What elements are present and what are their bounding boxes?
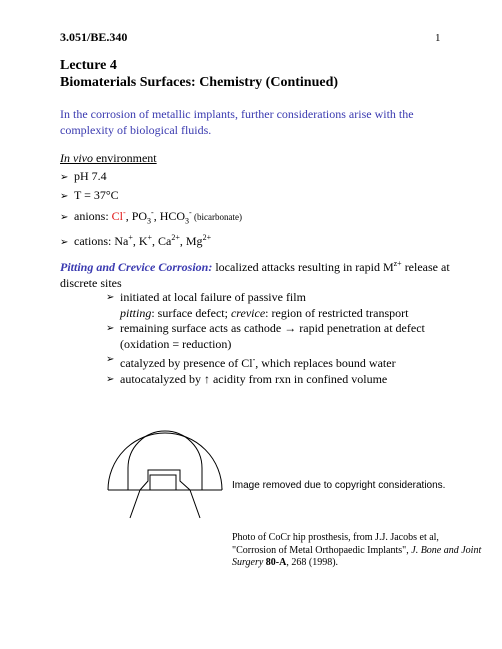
lecture-title: Biomaterials Surfaces: Chemistry (Continued)	[60, 75, 339, 90]
pitting-list	[106, 290, 451, 387]
arrow-bullet-icon: ➢	[60, 190, 69, 202]
prosthesis-drawing	[100, 430, 230, 550]
pitting-item-1: ➢ initiated at local failure of passive film	[106, 290, 306, 304]
env-heading-italic: In vivo	[60, 151, 93, 165]
arrow-bullet-icon: ➢	[106, 354, 115, 365]
image-removed-notice: Image removed due to copyright considerations.	[232, 480, 446, 491]
arrow-bullet-icon: ➢	[60, 172, 69, 183]
inner-cup-outline	[128, 431, 202, 490]
intro-paragraph: In the corrosion of metallic implants, further considerations arise with the complexity of biological fluids.	[60, 107, 414, 137]
env-ph: ➢ pH 7.4	[60, 168, 242, 187]
env-list	[60, 168, 242, 251]
env-anions: ➢ anions: Cl-, $PO_3^-$, $HCO_3^-$ (bicarbonate)	[60, 208, 242, 226]
arrow-bullet-icon: ➢	[106, 323, 115, 334]
arrow-bullet-icon: ➢	[106, 292, 115, 303]
env-heading-rest: environment	[92, 151, 157, 165]
taper-inner-outline	[150, 475, 176, 490]
femoral-head-outline	[108, 433, 222, 490]
course-code: 3.051/BE.340	[60, 30, 128, 44]
pitting-item-1-sub: pitting: surface defect; crevice: region of restricted transport	[120, 305, 409, 320]
pitting-heading: Pitting and Crevice Corrosion: localized attacks resulting in rapid $M^{z+}$ release at discrete sites	[60, 259, 450, 290]
stem-neck-outline	[130, 490, 200, 518]
taper-outline	[140, 470, 190, 490]
arrow-bullet-icon: ➢	[60, 236, 69, 248]
env-temp: ➢ T = 37°C	[60, 187, 242, 206]
pitting-item-4: ➢ autocatalyzed by ↑ acidity from rxn in confined volume	[106, 371, 388, 386]
page-number: 1	[435, 32, 441, 44]
pitting-item-2: ➢ remaining surface acts as cathode → rapid penetration at defect (oxidation = reduction)	[106, 321, 425, 351]
env-heading	[60, 151, 157, 166]
env-cations: ➢ cations: Na+, K+, $Ca^{2+}$, $Mg^{2+}$	[60, 230, 242, 252]
arrow-bullet-icon: ➢	[106, 373, 115, 385]
lecture-number: Lecture 4	[60, 58, 117, 73]
figure-caption: Photo of CoCr hip prosthesis, from J.J. Jacobs et al, "Corrosion of Metal Orthopaedic Implants", J. Bone and Joint Surgery 80-A, 268 (1998).	[232, 532, 482, 568]
arrow-bullet-icon: ➢	[60, 212, 69, 223]
pitting-item-3: ➢ catalyzed by presence of Cl-, which replaces bound water	[106, 354, 396, 370]
